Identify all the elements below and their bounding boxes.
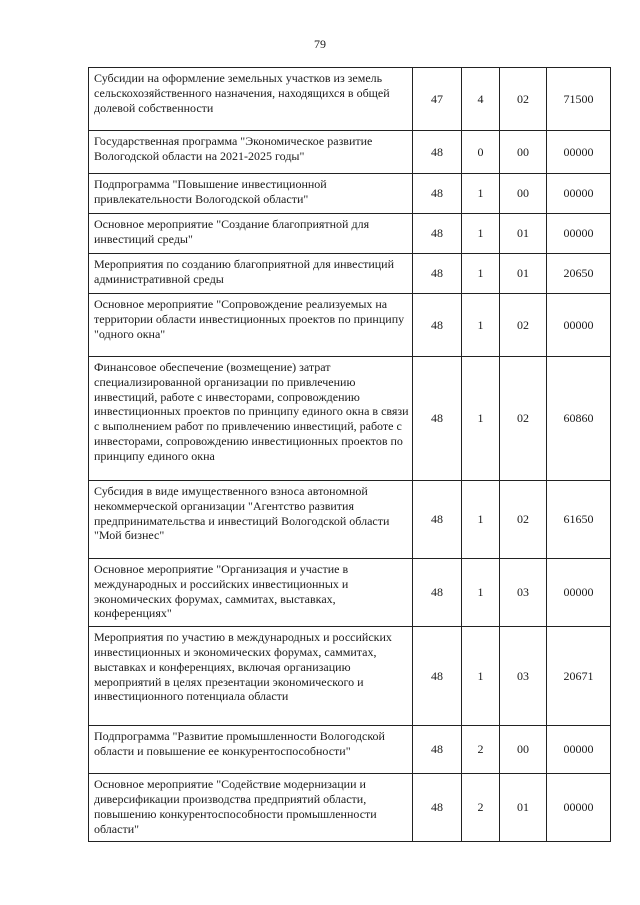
subprogram-code-cell: 1: [462, 627, 500, 726]
subprogram-code-cell: 2: [462, 774, 500, 842]
row-name-cell: Основное мероприятие "Создание благоприятной для инвестиций среды": [89, 214, 413, 254]
table-row: [89, 294, 611, 357]
direction-code-cell: 00000: [547, 131, 611, 174]
page-number: 79: [314, 37, 326, 51]
program-code-cell: 48: [413, 294, 462, 357]
subprogram-code-cell: 1: [462, 357, 500, 481]
budget-table: [88, 67, 611, 842]
program-code-cell: 48: [413, 481, 462, 559]
subprogram-code-cell: 1: [462, 214, 500, 254]
event-code-cell: 00: [500, 726, 547, 774]
direction-code-cell: 00000: [547, 174, 611, 214]
subprogram-code-cell: 1: [462, 481, 500, 559]
table-row: [89, 726, 611, 774]
row-name-cell: Основное мероприятие "Содействие модернизации и диверсификации производства предприятий области, повышению конкурентоспособности промышленности области": [89, 774, 413, 842]
row-name-cell: Основное мероприятие "Организация и участие в международных и российских инвестиционных и экономических форумах, саммитах, выставках, конференциях": [89, 559, 413, 627]
table-row: [89, 357, 611, 481]
subprogram-code-cell: 4: [462, 68, 500, 131]
row-name-cell: Мероприятия по участию в международных и российских инвестиционных и экономических форумах, саммитах, выставках и конференциях, включая организацию мероприятий в целях презентации экономического и инвестиционного потенциала области: [89, 627, 413, 726]
event-code-cell: 02: [500, 357, 547, 481]
event-code-cell: 00: [500, 131, 547, 174]
direction-code-cell: 71500: [547, 68, 611, 131]
subprogram-code-cell: 1: [462, 174, 500, 214]
row-name-cell: Основное мероприятие "Сопровождение реализуемых на территории области инвестиционных проектов по принципу "одного окна": [89, 294, 413, 357]
row-name-cell: Мероприятия по созданию благоприятной для инвестиций административной среды: [89, 254, 413, 294]
subprogram-code-cell: 1: [462, 294, 500, 357]
program-code-cell: 47: [413, 68, 462, 131]
event-code-cell: 01: [500, 774, 547, 842]
row-name-cell: Субсидии на оформление земельных участков из земель сельскохозяйственного назначения, находящихся в общей долевой собственности: [89, 68, 413, 131]
direction-code-cell: 00000: [547, 774, 611, 842]
direction-code-cell: 20650: [547, 254, 611, 294]
direction-code-cell: 60860: [547, 357, 611, 481]
row-name-cell: Подпрограмма "Повышение инвестиционной привлекательности Вологодской области": [89, 174, 413, 214]
event-code-cell: 02: [500, 294, 547, 357]
table-row: [89, 131, 611, 174]
table-row: [89, 68, 611, 131]
event-code-cell: 02: [500, 68, 547, 131]
direction-code-cell: 00000: [547, 559, 611, 627]
row-name-cell: Финансовое обеспечение (возмещение) затрат специализированной организации по привлечению инвестиций, работе с инвесторами, сопровождению инвестиционных проектов по принципу единого окна в связи с выполнением работ по привлечению инвестиций, работе с инвесторами, сопровождению инвестиционных проектов по принципу единого окна: [89, 357, 413, 481]
event-code-cell: 00: [500, 174, 547, 214]
table-row: [89, 559, 611, 627]
program-code-cell: 48: [413, 627, 462, 726]
program-code-cell: 48: [413, 214, 462, 254]
program-code-cell: 48: [413, 559, 462, 627]
row-name-cell: Субсидия в виде имущественного взноса автономной некоммерческой организации "Агентство развития предпринимательства и инвестиций Вологодской области "Мой бизнес": [89, 481, 413, 559]
subprogram-code-cell: 1: [462, 254, 500, 294]
direction-code-cell: 20671: [547, 627, 611, 726]
direction-code-cell: 00000: [547, 294, 611, 357]
program-code-cell: 48: [413, 131, 462, 174]
table-row: [89, 174, 611, 214]
direction-code-cell: 00000: [547, 726, 611, 774]
event-code-cell: 01: [500, 254, 547, 294]
event-code-cell: 03: [500, 627, 547, 726]
program-code-cell: 48: [413, 174, 462, 214]
event-code-cell: 03: [500, 559, 547, 627]
row-name-cell: Государственная программа "Экономическое развитие Вологодской области на 2021-2025 годы": [89, 131, 413, 174]
program-code-cell: 48: [413, 357, 462, 481]
event-code-cell: 01: [500, 214, 547, 254]
table-row: [89, 627, 611, 726]
table-row: [89, 481, 611, 559]
program-code-cell: 48: [413, 254, 462, 294]
table-row: [89, 774, 611, 842]
table-row: [89, 254, 611, 294]
direction-code-cell: 00000: [547, 214, 611, 254]
direction-code-cell: 61650: [547, 481, 611, 559]
program-code-cell: 48: [413, 774, 462, 842]
row-name-cell: Подпрограмма "Развитие промышленности Вологодской области и повышение ее конкурентоспособности": [89, 726, 413, 774]
subprogram-code-cell: 0: [462, 131, 500, 174]
subprogram-code-cell: 2: [462, 726, 500, 774]
table-row: [89, 214, 611, 254]
event-code-cell: 02: [500, 481, 547, 559]
subprogram-code-cell: 1: [462, 559, 500, 627]
program-code-cell: 48: [413, 726, 462, 774]
